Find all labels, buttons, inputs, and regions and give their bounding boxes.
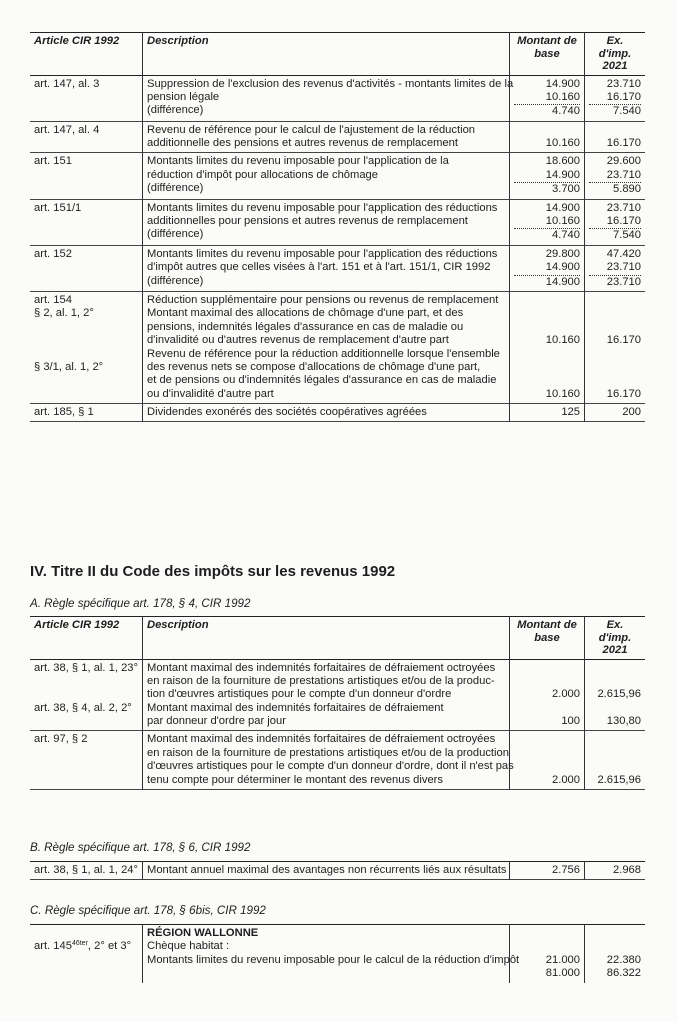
ex-imp-value: 23.710: [606, 77, 641, 90]
description-cell: [143, 75, 514, 121]
ex-imp-value: 2.615,96: [597, 688, 641, 701]
article-line: art. 151/1: [34, 201, 82, 214]
article-cell: [30, 731, 143, 790]
table-row: [30, 925, 645, 983]
description-cell: [143, 153, 510, 199]
ex-imp-cell: [585, 121, 646, 153]
description-line: par donneur d'ordre par jour: [147, 715, 286, 728]
montant-base-value: 2.756: [552, 864, 580, 876]
article-line: [34, 334, 138, 347]
description-line: des revenus nets se compose d'allocations de chômage d'une part,: [147, 360, 481, 373]
table-row: [30, 404, 645, 422]
montant-base-value: [514, 374, 580, 387]
montant-base-value: 14.900: [545, 77, 580, 90]
montant-base-value: 4.740: [552, 229, 580, 242]
ex-imp-cell: [585, 659, 646, 731]
article-line: [34, 348, 138, 361]
header-montant-base: Montant de base: [510, 33, 585, 76]
description-line: réduction d'impôt pour allocations de chômage: [147, 168, 378, 181]
montant-base-cell: [510, 121, 585, 153]
ex-imp-value: 23.710: [589, 169, 641, 183]
table-row: [30, 291, 645, 403]
header-article: Article CIR 1992: [34, 619, 120, 631]
article-line: art. 154: [34, 293, 72, 306]
montant-base-value: [514, 124, 580, 137]
article-line: art. 152: [34, 247, 72, 260]
description-line: pensions, indemnités légales d'assurance en cas de maladie ou: [147, 320, 464, 333]
montant-base-value: 4.740: [552, 105, 580, 118]
description-cell: [143, 121, 510, 153]
description-line: Réduction supplémentaire pour pensions ou revenus de remplacement: [147, 293, 499, 306]
ex-imp-cell: [585, 731, 646, 790]
article-line: art. 38, § 1, al. 1, 23°: [34, 661, 138, 674]
montant-base-value: [514, 361, 580, 374]
article-cell: [30, 245, 143, 291]
article-cell: [30, 153, 143, 199]
ex-imp-value: 16.170: [589, 91, 641, 105]
description-line: pension légale: [147, 90, 220, 103]
montant-base-value: 100: [561, 715, 580, 728]
ex-imp-value: 23.710: [589, 261, 641, 275]
montant-base-value: 21.000: [545, 953, 580, 966]
ex-imp-value: [589, 733, 641, 746]
description-line: Montant maximal des allocations de chômage d'une part, et des: [147, 307, 464, 320]
article-cell: [30, 404, 143, 422]
article-cell: [30, 862, 143, 880]
table-row: [30, 153, 645, 199]
description-line: additionnelles pour pensions et autres revenus de remplacement: [147, 215, 468, 228]
montant-base-cell: [510, 75, 585, 121]
description-line: Chèque habitat :: [147, 940, 230, 953]
ex-imp-cell: [585, 75, 646, 121]
montant-base-value: 14.900: [545, 201, 580, 214]
ex-imp-cell: [585, 153, 646, 199]
ex-imp-cell: [585, 862, 646, 880]
ex-imp-value: 16.170: [589, 215, 641, 229]
montant-base-value: [514, 675, 580, 688]
article-cell: [30, 659, 143, 731]
article-line: [34, 321, 138, 334]
montant-base-value: [514, 747, 580, 760]
description-line: Montant maximal des indemnités forfaitaires de défraiement octroyées: [147, 733, 496, 746]
montant-base-cell: [510, 153, 585, 199]
montant-base-value: [514, 348, 580, 361]
description-line: ou d'invalidité d'autre part: [147, 387, 274, 400]
ex-imp-value: [589, 747, 641, 760]
ex-imp-value: [589, 361, 641, 374]
montant-base-value: 81.000: [545, 967, 580, 980]
montant-base-value: 14.900: [514, 261, 580, 275]
table-row: [30, 245, 645, 291]
table-header: [30, 617, 645, 660]
montant-base-value: 14.900: [545, 275, 580, 288]
montant-base-value: 2.000: [552, 773, 580, 786]
montant-base-value: 29.800: [545, 247, 580, 260]
montant-base-cell: [510, 199, 585, 245]
header-montant-base: Montant de base: [510, 617, 585, 660]
ex-imp-value: [589, 702, 641, 715]
montant-base-value: [514, 760, 580, 773]
tax-table-4: [30, 924, 645, 983]
ex-imp-cell: [585, 291, 646, 403]
subsection-c-title: C. Règle spécifique art. 178, § 6bis, CIR 1992: [30, 904, 266, 917]
table-row: [30, 75, 645, 121]
tax-table-2: [30, 616, 645, 790]
ex-imp-value: [589, 348, 641, 361]
description-cell: [143, 245, 510, 291]
description-line: additionnelle des pensions et autres revenus de remplacement: [147, 137, 458, 150]
ex-imp-value: 23.710: [606, 275, 641, 288]
ex-imp-value: 16.170: [606, 137, 641, 150]
montant-base-value: [514, 321, 580, 334]
article-line: art. 38, § 1, al. 1, 24°: [34, 864, 138, 876]
description-line: Montant maximal des indemnités forfaitaires de défraiement octroyées: [147, 661, 496, 674]
description-line: (différence): [147, 228, 204, 241]
montant-base-value: [514, 702, 580, 715]
description-cell: [143, 291, 510, 403]
header-ex-imp: Ex. d'imp. 2021: [585, 33, 646, 76]
description-line: tion d'œuvres artistiques pour le compte d'un donneur d'ordre: [147, 688, 452, 701]
ex-imp-value: 86.322: [606, 967, 641, 980]
description-cell: [143, 199, 510, 245]
section-title: IV. Titre II du Code des impôts sur les revenus 1992: [30, 563, 396, 580]
ex-imp-value: 47.420: [606, 247, 641, 260]
article-line: art. 147, al. 3: [34, 77, 100, 90]
montant-base-cell: [510, 862, 585, 880]
ex-imp-value: [589, 307, 641, 320]
ex-imp-value: 23.710: [606, 201, 641, 214]
description-line: en raison de la fourniture de prestations artistiques et/ou de la production: [147, 746, 509, 759]
montant-base-value: 10.160: [545, 334, 580, 347]
description-line: Revenu de référence pour le calcul de l'ajustement de la réduction: [147, 123, 476, 136]
description-cell: [143, 404, 510, 422]
montant-base-value: [514, 294, 580, 307]
montant-base-cell: [510, 731, 585, 790]
article-cell: [30, 291, 143, 403]
article-line: § 3/1, al. 1, 2°: [34, 360, 104, 373]
article-line: [34, 675, 138, 688]
montant-base-value: 14.900: [514, 169, 580, 183]
ex-imp-value: [589, 321, 641, 334]
ex-imp-value: 2.968: [613, 864, 641, 876]
montant-base-value: 125: [561, 406, 580, 419]
ex-imp-value: [589, 675, 641, 688]
description-line: et de pensions ou d'indemnités légales d'assurance en cas de maladie: [147, 374, 497, 387]
ex-imp-value: 7.540: [613, 105, 641, 118]
ex-imp-value: 29.600: [606, 155, 641, 168]
description-line: Montants limites du revenu imposable pour l'application des réductions: [147, 201, 498, 214]
montant-base-value: 3.700: [552, 183, 580, 196]
montant-base-value: 18.600: [545, 155, 580, 168]
ex-imp-cell: [585, 245, 646, 291]
montant-base-cell: [510, 659, 585, 731]
description-cell: [143, 731, 514, 790]
tax-table-3: [30, 861, 645, 880]
article-cell: [30, 75, 143, 121]
description-line: Montants limites du revenu imposable pour l'application de la: [147, 155, 449, 168]
description-line: d'invalidité ou d'autres revenus de remplacement d'autre part: [147, 334, 449, 347]
ex-imp-value: 7.540: [613, 229, 641, 242]
article-line: art. 97, § 2: [34, 733, 88, 746]
montant-base-value: [514, 307, 580, 320]
montant-base-value: 10.160: [514, 215, 580, 229]
region-label: RÉGION WALLONNE: [147, 927, 259, 939]
montant-base-value: [514, 662, 580, 675]
description-line: d'impôt autres que celles visées à l'art. 151 et à l'art. 151/1, CIR 1992: [147, 261, 491, 274]
article-line: art. 38, § 4, al. 2, 2°: [34, 701, 132, 714]
header-description: Description: [143, 33, 510, 76]
montant-base-value: 2.000: [552, 688, 580, 701]
subsection-a-title: A. Règle spécifique art. 178, § 4, CIR 1992: [30, 597, 251, 610]
article-line: art. 185, § 1: [34, 406, 94, 419]
ex-imp-value: [589, 124, 641, 137]
description-line: Revenu de référence pour la réduction additionnelle lorsque l'ensemble: [147, 347, 500, 360]
description-line: Suppression de l'exclusion des revenus d'activités - montants limites de la: [147, 77, 514, 90]
ex-imp-cell: [585, 199, 646, 245]
description-cell: [143, 862, 510, 880]
montant-base-cell: [510, 291, 585, 403]
description-line: d'œuvres artistiques pour le compte d'un donneur d'ordre, dont il n'est pas: [147, 760, 514, 773]
table-row: [30, 199, 645, 245]
article-line: [34, 688, 138, 701]
ex-imp-value: 22.380: [606, 953, 641, 966]
description-line: tenu compte pour déterminer le montant des revenus divers: [147, 773, 444, 786]
description-line: (différence): [147, 182, 204, 195]
article-line: § 2, al. 1, 2°: [34, 307, 94, 320]
article-line: art. 151: [34, 155, 72, 168]
description-line: (différence): [147, 104, 204, 117]
description-line: (différence): [147, 274, 204, 287]
tax-table-1: [30, 32, 645, 422]
ex-imp-cell: [585, 404, 646, 422]
ex-imp-value: [589, 294, 641, 307]
table-row: [30, 862, 645, 880]
description-line: Montant maximal des indemnités forfaitaires de défraiement: [147, 701, 444, 714]
montant-base-cell: [510, 245, 585, 291]
table-header: [30, 33, 645, 76]
montant-base-value: 10.160: [545, 137, 580, 150]
header-description: Description: [143, 617, 510, 660]
description-cell: [143, 659, 510, 731]
table-row: [30, 121, 645, 153]
ex-imp-value: [589, 374, 641, 387]
table-row: [30, 731, 645, 790]
article-line: art. 147, al. 4: [34, 123, 100, 136]
article-cell: art. $145^{46ter}$, 2° et 3°: [34, 940, 132, 953]
ex-imp-value: 16.170: [606, 334, 641, 347]
article-cell: [30, 121, 143, 153]
ex-imp-value: 2.615,96: [597, 773, 641, 786]
ex-imp-value: 130,80: [606, 715, 641, 728]
montant-base-value: [514, 733, 580, 746]
table-row: [30, 659, 645, 731]
ex-imp-value: 16.170: [606, 387, 641, 400]
article-cell: [30, 199, 143, 245]
description-line: Montants limites du revenu imposable pour le calcul de la réduction d'impôt: [147, 953, 520, 966]
montant-base-value: 10.160: [545, 387, 580, 400]
montant-base-value: 10.160: [514, 91, 580, 105]
subsection-b-title: B. Règle spécifique art. 178, § 6, CIR 1992: [30, 841, 251, 854]
description-line: Dividendes exonérés des sociétés coopératives agréées: [147, 406, 427, 419]
ex-imp-value: 200: [622, 406, 641, 419]
montant-base-cell: [510, 404, 585, 422]
header-article: Article CIR 1992: [34, 35, 120, 47]
ex-imp-value: [589, 760, 641, 773]
ex-imp-value: [589, 662, 641, 675]
description-line: en raison de la fourniture de prestations artistiques et/ou de la produc-: [147, 674, 495, 687]
ex-imp-value: 5.890: [613, 183, 641, 196]
header-ex-imp: Ex. d'imp. 2021: [585, 617, 646, 660]
description-line: Montant annuel maximal des avantages non récurrents liés aux résultats: [147, 864, 507, 876]
description-line: Montants limites du revenu imposable pour l'application des réductions: [147, 247, 498, 260]
